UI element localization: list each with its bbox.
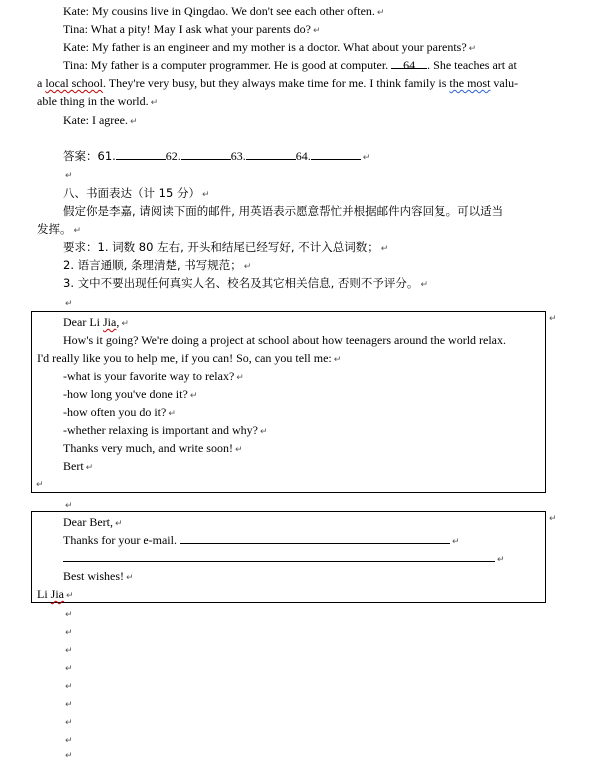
empty-paragraph: ↵ [65, 718, 73, 728]
dialogue-line: Kate: I agree. ↵ [63, 113, 138, 127]
cell-end-mark: ↵ [549, 314, 557, 324]
empty-paragraph: ↵ [65, 171, 73, 181]
empty-paragraph: ↵ [65, 610, 73, 620]
email-signature: Li Jia ↵ [37, 587, 74, 601]
dialogue-line: able thing in the world. ↵ [37, 94, 159, 108]
answer-blank[interactable] [180, 532, 450, 544]
email-closing: Best wishes! ↵ [63, 569, 134, 583]
email-signature: Bert ↵ [63, 459, 94, 473]
empty-paragraph: ↵ [65, 664, 73, 674]
dialogue-line: Tina: What a pity! May I ask what your parents do? ↵ [63, 22, 321, 36]
email-question: -how long you've done it? ↵ [63, 387, 198, 401]
empty-paragraph: ↵ [65, 700, 73, 710]
dialogue-line: a local school. They're very busy, but they always make time for me. I think family is the most valu- [37, 76, 519, 90]
dialogue-line: Kate: My father is an engineer and my mother is a doctor. What about your parents? ↵ [63, 40, 477, 54]
email-body: I'd really like you to help me, if you can! So, can you tell me: ↵ [37, 351, 342, 365]
email-reply-line: Thanks for your e-mail. ↵ [63, 533, 460, 547]
email-body: How's it going? We're doing a project at school about how teenagers around the world relax. [63, 333, 507, 347]
empty-paragraph: ↵ [65, 736, 73, 746]
section-intro: 假定你是李嘉, 请阅读下面的邮件, 用英语表示愿意帮忙并根据邮件内容回复。可以适当 [63, 204, 504, 218]
answer-line: 答案：61. 62. 63. 64. ↵ [63, 149, 371, 163]
email-thanks: Thanks very much, and write soon! ↵ [63, 441, 243, 455]
email-reply-line: ↵ [63, 550, 505, 568]
empty-paragraph: ↵ [65, 751, 73, 761]
empty-paragraph: ↵ [36, 480, 44, 490]
dialogue-line: Kate: My cousins live in Qingdao. We don't see each other often. ↵ [63, 4, 385, 18]
empty-paragraph: ↵ [65, 501, 73, 511]
email-question: -what is your favorite way to relax? ↵ [63, 369, 244, 383]
blank-64: 64 [391, 57, 427, 69]
dialogue-line: Tina: My father is a computer programmer. He is good at computer. 64 . She teaches art at [63, 58, 517, 72]
empty-paragraph: ↵ [65, 299, 73, 309]
email-greeting: Dear Li Jia, ↵ [63, 315, 129, 329]
cell-end-mark: ↵ [549, 514, 557, 524]
requirement: 3. 文中不要出现任何真实人名、校名及其它相关信息, 否则不予评分。 ↵ [63, 276, 428, 290]
section-heading: 八、书面表达（计 15 分） ↵ [63, 186, 210, 200]
empty-paragraph: ↵ [65, 682, 73, 692]
requirement: 2. 语言通顺, 条理清楚, 书写规范； ↵ [63, 258, 252, 272]
empty-paragraph: ↵ [65, 628, 73, 638]
email-question: -how often you do it? ↵ [63, 405, 176, 419]
answer-blank[interactable] [63, 550, 495, 562]
empty-paragraph: ↵ [65, 646, 73, 656]
email-question: -whether relaxing is important and why? ↵ [63, 423, 268, 437]
requirement: 要求：1. 词数 80 左右, 开头和结尾已经写好, 不计入总词数； ↵ [63, 240, 389, 254]
section-intro: 发挥。 ↵ [37, 222, 82, 236]
email-greeting: Dear Bert, ↵ [63, 515, 123, 529]
